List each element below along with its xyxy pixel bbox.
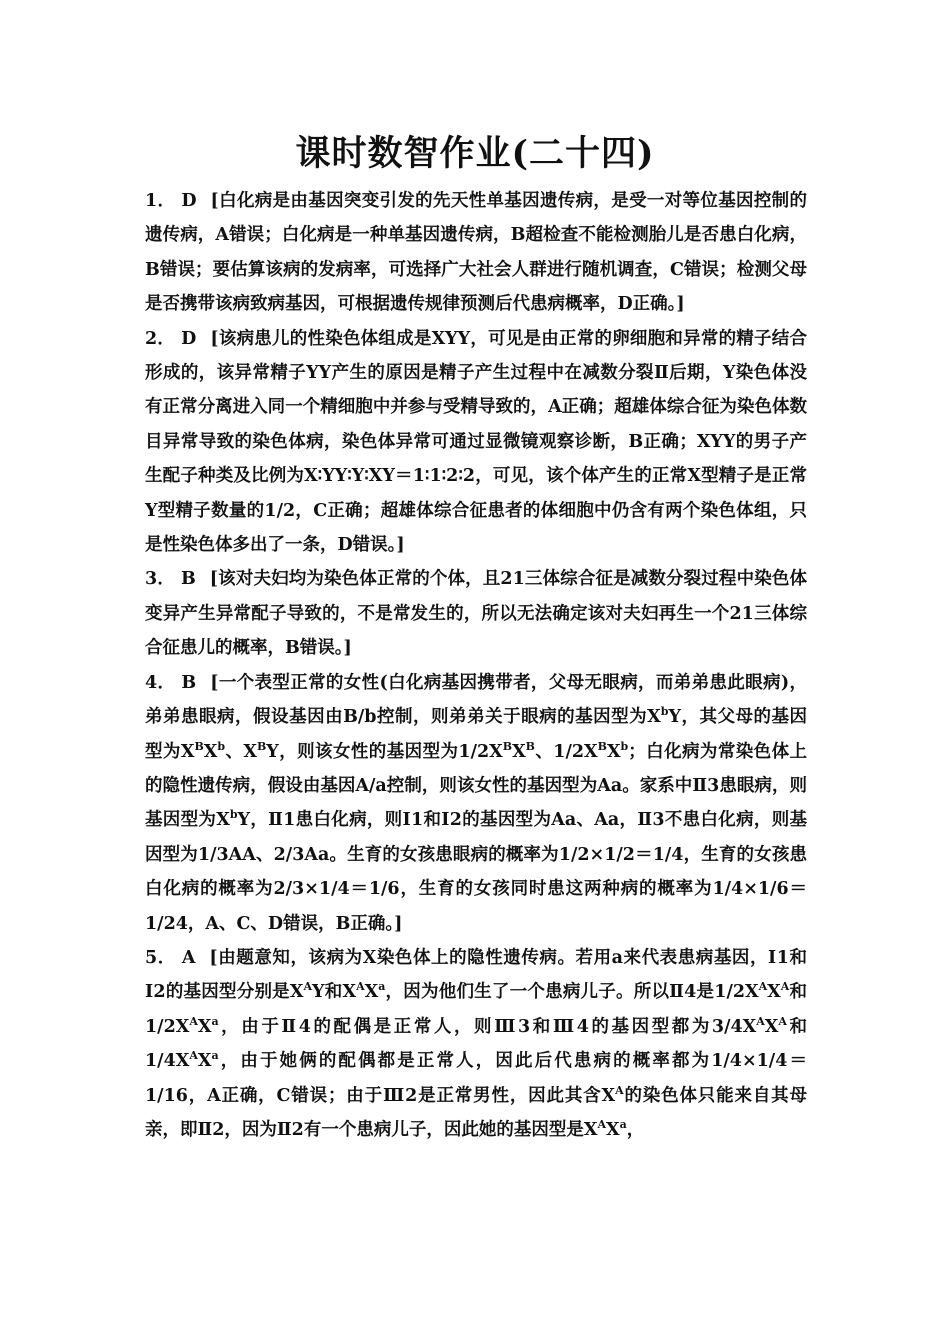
answer-item-1: [145, 184, 807, 322]
text-segment: X: [605, 1119, 620, 1140]
explanation-text: [白化病是由基因突变引发的先天性单基因遗传病，是受一对等位基因控制的遗传病，A错误；白化病是一种单基因遗传病，B超检查不能检测胎儿是否患白化病，B错误；要估算该病的发病率，可选择广大社会人群进行随机调查，C错误；检测父母是否携带该病致病基因，可根据遗传规律预测后代患病概率，D正确。]: [145, 191, 807, 315]
explanation-text: [该病患儿的性染色体组成是XYY，可见是由正常的卵细胞和异常的精子结合形成的，该异常精子YY产生的原因是精子产生过程中在减数分裂Ⅱ后期，Y染色体没有正常分离进入同一个精细胞中并参与受精导致的，A正确；超雄体综合征为染色体数目异常导致的染色体病，染色体异常可通过显微镜观察诊断，B正确；XYY的男子产生配子种类及比例为X∶YY∶Y∶XY＝1∶1∶2∶2，可见，该个体产生的正常X型精子是正常Y型精子数量的1/2，C正确；超雄体综合征患者的体细胞中仍含有两个染色体组，只是性染色体多出了一条，D错误。]: [145, 328, 807, 556]
text-segment: X: [764, 1016, 779, 1037]
text-segment: X: [203, 741, 218, 762]
superscript: A: [780, 980, 790, 994]
superscript: A: [615, 1083, 624, 1097]
superscript: a: [378, 980, 386, 994]
answer-list: [145, 184, 807, 1147]
text-segment: ，: [626, 1119, 645, 1140]
superscript: a: [619, 1118, 627, 1132]
superscript: A: [758, 980, 768, 994]
question-number: 1．: [145, 191, 176, 211]
superscript: B: [502, 739, 513, 753]
explanation-text: [该对夫妇均为染色体正常的个体，且21三体综合征是减数分裂过程中染色体变异产生异常配子导致的，不是常发生的，所以无法确定该对夫妇再生一个21三体综合征患儿的概率，B错误。]: [145, 569, 807, 659]
text-segment: X: [197, 1051, 212, 1072]
text-segment: Y，其父母的基因型为X: [145, 707, 807, 762]
superscript: a: [211, 1014, 219, 1028]
text-segment: X: [197, 1016, 212, 1037]
text-segment: X: [606, 741, 621, 762]
superscript: B: [597, 739, 607, 753]
superscript: a: [211, 1049, 219, 1063]
text-segment: ，由于她俩的配偶都是正常人，因此后代患病的概率都为1/4×1/4＝1/16，A正确，C错误；由于Ⅲ2是正常男性，因此其含X: [145, 1051, 807, 1106]
answer-choice: D: [181, 328, 197, 349]
text-segment: ，因为他们生了一个患病儿子。所以Ⅱ4是1/2X: [385, 982, 759, 1003]
text-segment: ；白化病为常染色体上的隐性遗传病，假设由基因A/a控制，则该女性的基因型为Aa。家系中Ⅱ3患眼病，则基因型为X: [145, 741, 808, 831]
superscript: A: [778, 1014, 787, 1028]
page-title: 课时数智作业(二十四): [295, 133, 655, 174]
answer-item-3: [145, 562, 807, 665]
superscript: A: [189, 1014, 198, 1028]
superscript: b: [229, 808, 238, 822]
text-segment: ，由于Ⅱ4的配偶是正常人，则Ⅲ3和Ⅲ4的基因型都为3/4X: [218, 1016, 757, 1037]
question-number: 5．: [145, 947, 176, 968]
text-segment: X: [512, 741, 526, 762]
text-segment: 和1/2X: [145, 982, 808, 1037]
text-segment: X: [767, 982, 781, 1003]
answer-item-2: [145, 322, 807, 563]
question-number: 3．: [145, 569, 175, 590]
superscript: A: [303, 980, 313, 994]
question-number: 2．: [145, 328, 176, 349]
text-segment: 、X: [225, 741, 257, 762]
answer-choice: A: [181, 947, 196, 968]
text-segment: [由题意知，该病为X染色体上的隐性遗传病。若用a来代表患病基因，Ⅰ1和Ⅰ2的基因型分别是X: [145, 947, 807, 1003]
superscript: A: [356, 980, 365, 994]
answer-choice: D: [181, 191, 197, 211]
text-segment: 和1/4X: [145, 1016, 807, 1072]
answer-choice: B: [180, 569, 196, 590]
explanation-text: [145, 948, 807, 1140]
superscript: B: [525, 739, 535, 753]
superscript: A: [756, 1014, 765, 1028]
text-segment: [一个表型正常的女性(白化病基因携带者，父母无眼病，而弟弟患此眼病)，弟弟患眼病，假设基因由B/b控制，则弟弟关于眼病的基因型为X: [145, 672, 807, 728]
superscript: b: [217, 739, 226, 753]
answer-item-4: [145, 666, 807, 941]
answer-choice: B: [181, 672, 197, 693]
text-segment: Y，则该女性的基因型为1/2X: [266, 741, 503, 762]
superscript: b: [660, 705, 669, 719]
text-segment: Y，Ⅱ1患白化病，则Ⅰ1和Ⅰ2的基因型为Aa、Aa，Ⅱ3不患白化病，则基因型为1/3AA、2/3Aa。生育的女孩患眼病的概率为1/2×1/2＝1/4，生育的女孩患白化病的概率为2/3×1/4＝1/6，生育的女孩同时患这两种病的概率为1/4×1/6＝1/24，A、C、D错误，B正确。]: [145, 810, 808, 934]
text-segment: X: [364, 982, 379, 1003]
explanation-text: [145, 673, 807, 934]
superscript: A: [189, 1049, 198, 1063]
superscript: B: [256, 739, 267, 753]
text-segment: 、1/2X: [534, 741, 598, 762]
superscript: b: [620, 739, 629, 753]
answer-item-5: [145, 941, 807, 1147]
question-number: 4．: [145, 672, 176, 693]
text-segment: 的染色体只能来自其母亲，即Ⅱ2，因为Ⅱ2有一个患病儿子，因此她的基因型是X: [145, 1085, 807, 1140]
text-segment: Y和X: [312, 982, 357, 1003]
superscript: A: [597, 1118, 606, 1132]
superscript: B: [194, 739, 204, 753]
